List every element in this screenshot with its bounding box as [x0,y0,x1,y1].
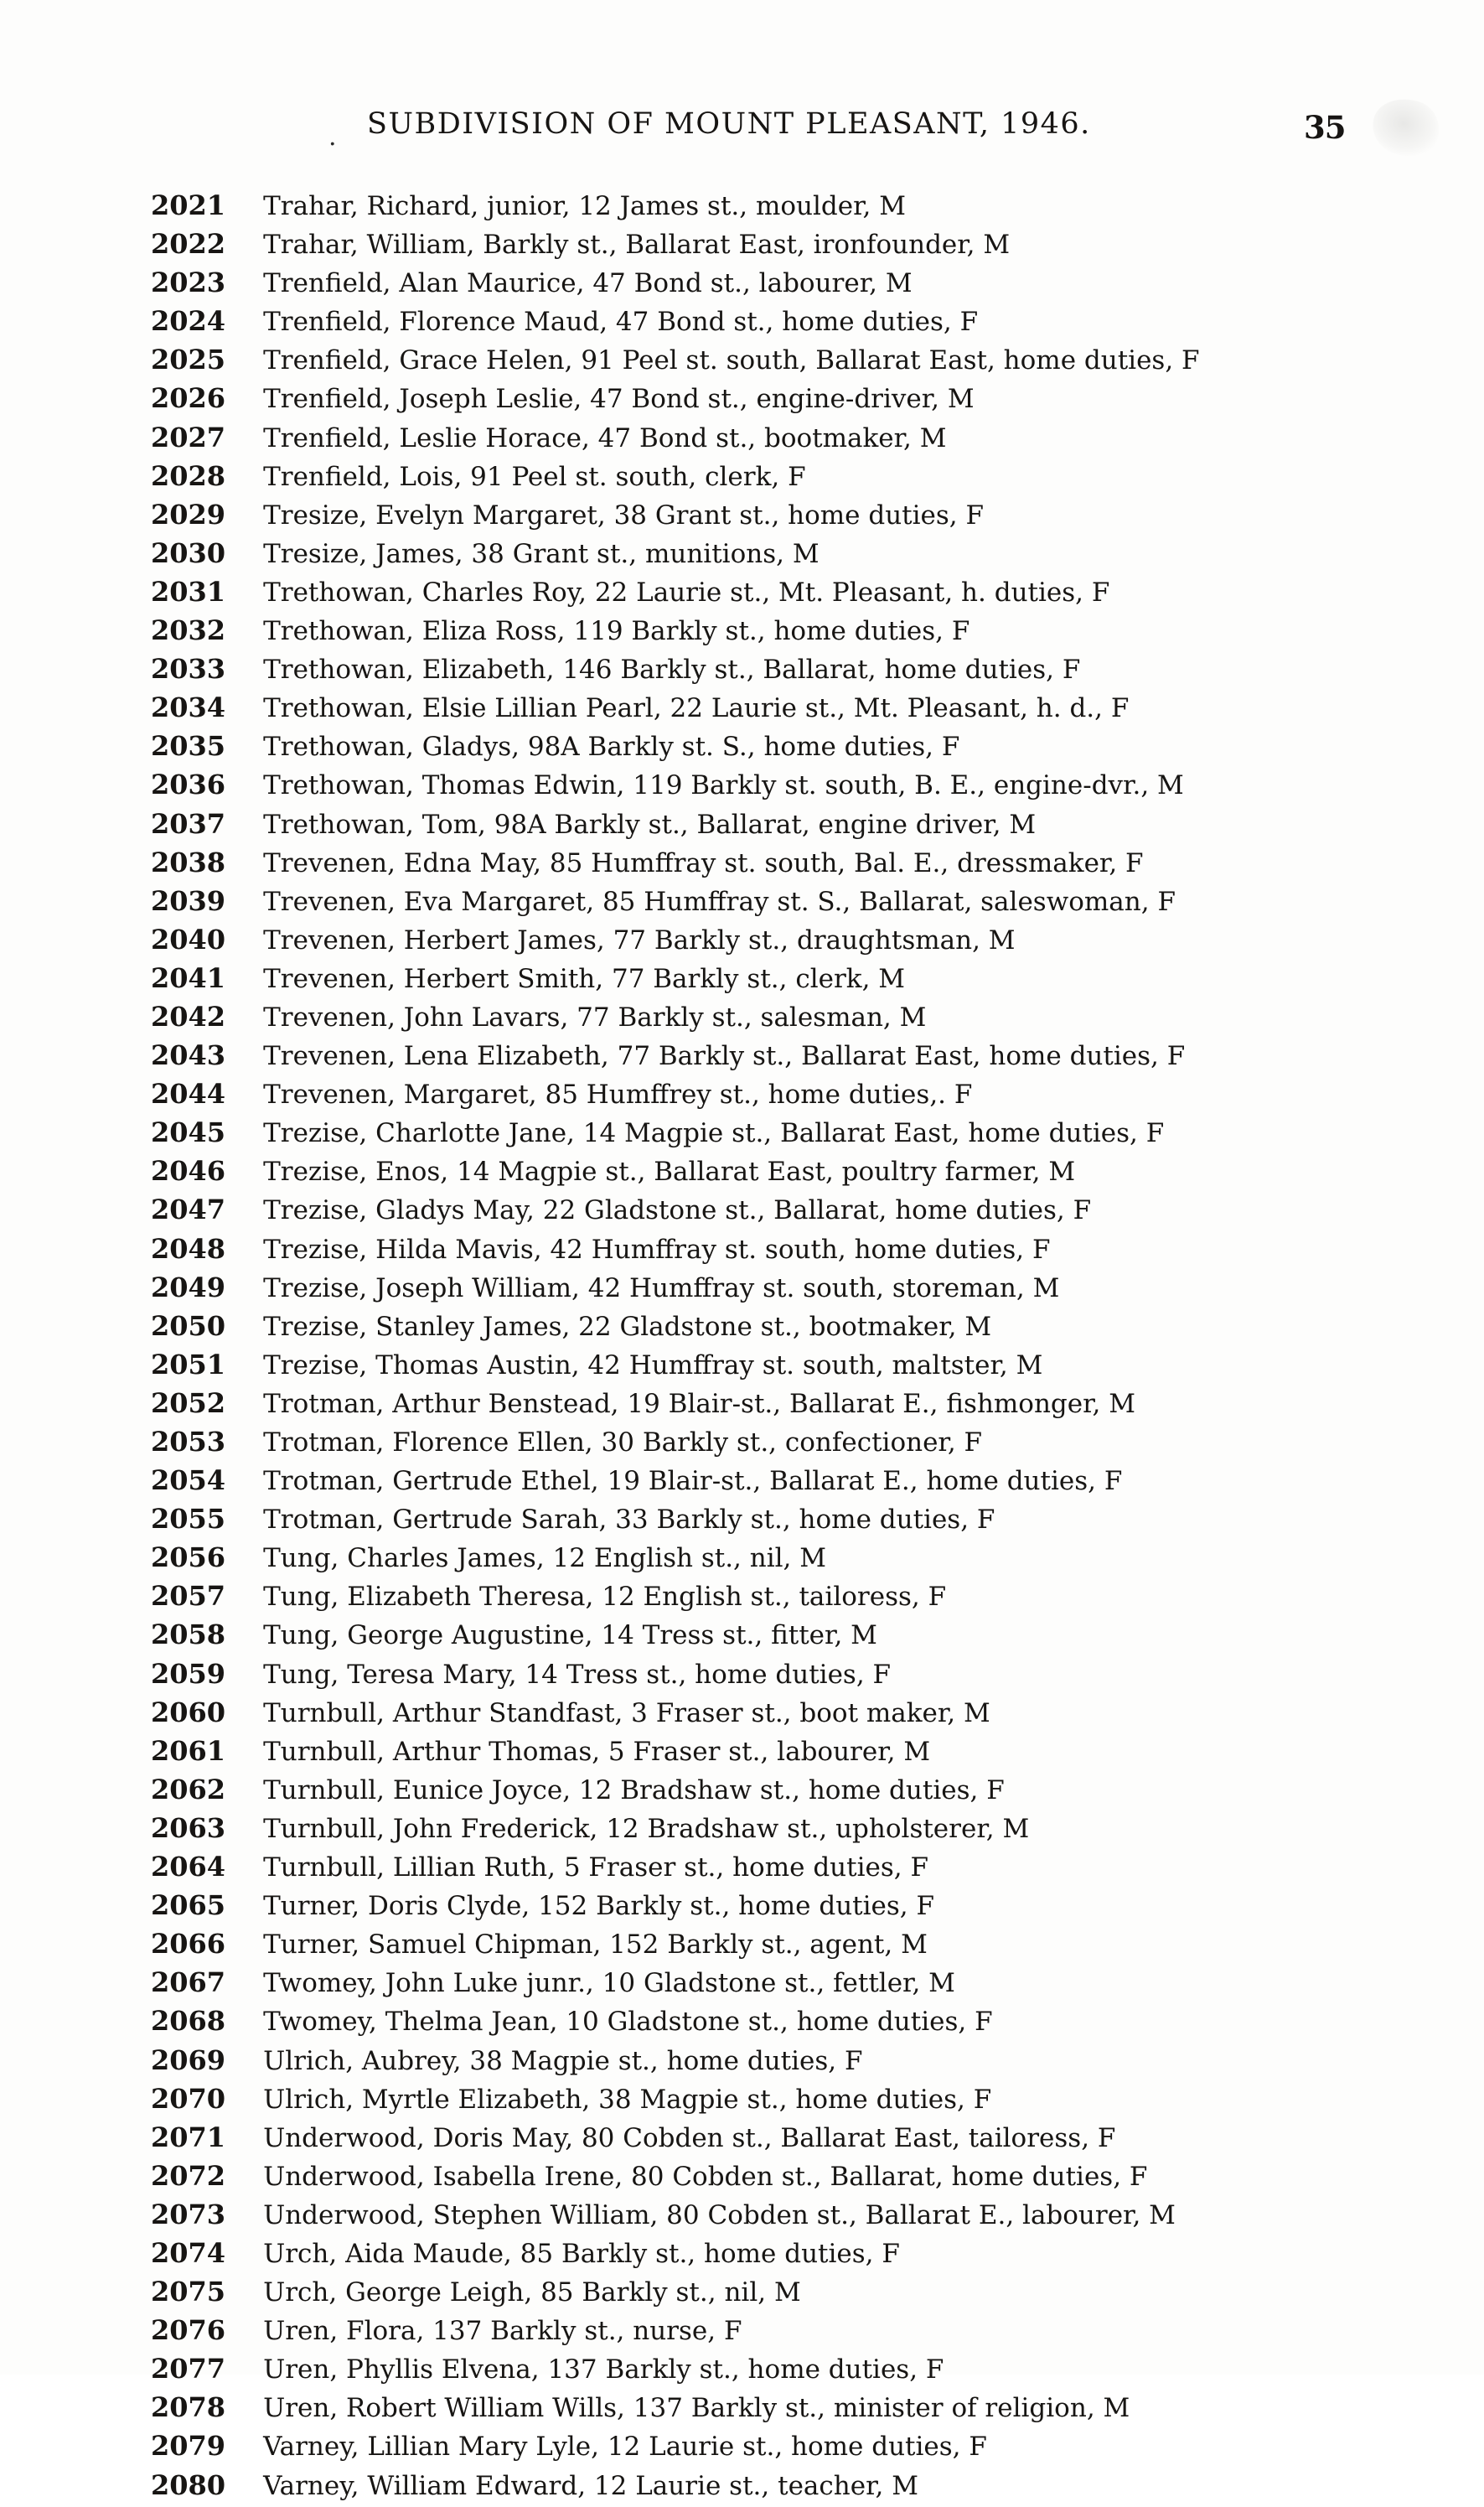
entry-row [151,1618,1425,1656]
entry-text: Trotman, Florence Ellen, 30 Barkly st., confectioner, F [263,1427,983,1458]
entry-row [151,1888,1425,1927]
entry-text: Trenfield, Leslie Horace, 47 Bond st., bootmaker, M [263,422,947,453]
entry-row [151,1348,1425,1386]
entry-number: 2073 [151,2198,226,2230]
entry-text: Trethowan, Elsie Lillian Pearl, 22 Laurie st., Mt. Pleasant, h. d., F [263,693,1130,724]
entry-number: 2048 [151,1232,226,1265]
entry-text: Turnbull, Arthur Standfast, 3 Fraser st., boot maker, M [263,1697,990,1728]
entry-text: Trevenen, Edna May, 85 Humffray st. south, Bal. E., dressmaker, F [263,847,1144,878]
entry-row [151,266,1425,304]
entry-text: Tresize, Evelyn Margaret, 38 Grant st., home duties, F [263,500,985,531]
entry-row [151,1193,1425,1231]
entry-text: Underwood, Doris May, 80 Cobden st., Ballarat East, tailoress, F [263,2122,1116,2153]
entry-number: 2045 [151,1116,226,1149]
entry-row [151,807,1425,846]
entry-number: 2077 [151,2353,226,2385]
entry-number: 2076 [151,2314,226,2347]
entry-row [151,498,1425,536]
entry-number: 2025 [151,344,226,376]
entry-row [151,1502,1425,1541]
entry-row [151,1657,1425,1696]
entry-text: Trotman, Arthur Benstead, 19 Blair-st., Ballarat E., fishmonger, M [263,1388,1135,1419]
entry-number: 2046 [151,1155,226,1188]
entry-text: Trotman, Gertrude Ethel, 19 Blair-st., Ballarat E., home duties, F [263,1466,1123,1497]
entry-number: 2058 [151,1619,226,1651]
entry-text: Trezise, Charlotte Jane, 14 Magpie st., Ballarat East, home duties, F [263,1118,1165,1149]
entry-text: Trethowan, Eliza Ross, 119 Barkly st., home duties, F [263,616,970,647]
entry-number: 2041 [151,961,226,994]
entry-row [151,381,1425,420]
entry-number: 2078 [151,2391,226,2424]
entry-number: 2036 [151,769,226,801]
entry-text: Trezise, Joseph William, 42 Humffray st. south, storeman, M [263,1272,1060,1303]
entry-number: 2047 [151,1194,226,1226]
entry-number: 2022 [151,228,226,261]
entry-row [151,2159,1425,2198]
entry-number: 2066 [151,1928,226,1961]
entry-number: 2042 [151,1000,226,1033]
entry-text: Tung, Teresa Mary, 14 Tress st., home duties, F [263,1659,892,1690]
entry-number: 2026 [151,382,226,415]
entry-number: 2056 [151,1541,226,1574]
entry-number: 2052 [151,1386,226,1419]
entry-text: Trethowan, Elizabeth, 146 Barkly st., Ballarat, home duties, F [263,655,1081,686]
entry-row [151,846,1425,884]
stray-period-mark: . [328,122,337,152]
entry-number: 2069 [151,2043,226,2076]
entry-row [151,1116,1425,1154]
entry-row [151,1271,1425,1309]
entry-number: 2061 [151,1734,226,1767]
entry-text: Trenfield, Grace Helen, 91 Peel st. south, Ballarat East, home duties, F [263,345,1200,376]
entry-row [151,1927,1425,1966]
entry-text: Trahar, William, Barkly st., Ballarat East, ironfounder, M [263,230,1011,261]
entry-row [151,1696,1425,1734]
entry-number: 2024 [151,305,226,338]
entry-row [151,1541,1425,1579]
entry-number: 2023 [151,267,226,299]
entry-number: 2067 [151,1966,226,1999]
entry-row [151,1232,1425,1271]
entry-row [151,2468,1425,2507]
entry-text: Turnbull, Lillian Ruth, 5 Fraser st., home duties, F [263,1852,928,1883]
entry-text: Tung, Elizabeth Theresa, 12 English st., tailoress, F [263,1582,947,1613]
entry-row [151,2390,1425,2429]
entry-number: 2059 [151,1657,226,1690]
entry-row [151,536,1425,575]
entry-row [151,1773,1425,1811]
entry-row [151,652,1425,691]
entry-number: 2039 [151,884,226,917]
entry-number: 2055 [151,1503,226,1536]
entry-text: Trevenen, Eva Margaret, 85 Humffray st. S., Ballarat, saleswoman, F [263,886,1176,917]
entry-row [151,304,1425,343]
entry-text: Trenfield, Joseph Leslie, 47 Bond st., engine-driver, M [263,384,975,415]
entry-text: Trenfield, Florence Maud, 47 Bond st., home duties, F [263,307,979,338]
entry-text: Turner, Samuel Chipman, 152 Barkly st., agent, M [263,1929,928,1961]
entry-row [151,1425,1425,1463]
entry-row [151,961,1425,1000]
entry-number: 2068 [151,2005,226,2038]
entry-number: 2040 [151,923,226,956]
entry-number: 2079 [151,2430,226,2463]
entry-text: Uren, Flora, 137 Barkly st., nurse, F [263,2316,742,2347]
entry-text: Varney, Lillian Mary Lyle, 12 Laurie st., home duties, F [263,2432,987,2463]
entry-text: Urch, Aida Maude, 85 Barkly st., home duties, F [263,2238,900,2269]
entry-number: 2053 [151,1426,226,1458]
entry-list [151,189,1425,2507]
entry-row [151,2004,1425,2043]
entry-text: Trethowan, Charles Roy, 22 Laurie st., Mt. Pleasant, h. duties, F [263,577,1110,608]
entry-text: Twomey, Thelma Jean, 10 Gladstone st., home duties, F [263,2007,993,2038]
entry-row [151,2275,1425,2313]
entry-row [151,2352,1425,2390]
entry-text: Turner, Doris Clyde, 152 Barkly st., home duties, F [263,1891,935,1922]
entry-number: 2063 [151,1811,226,1844]
entry-text: Trezise, Thomas Austin, 42 Humffray st. south, maltster, M [263,1349,1043,1380]
entry-row [151,614,1425,652]
entry-text: Trevenen, John Lavars, 77 Barkly st., salesman, M [263,1002,927,1033]
entry-row [151,691,1425,729]
entry-text: Trevenen, Herbert Smith, 77 Barkly st., clerk, M [263,963,906,994]
entry-row [151,2236,1425,2275]
entry-number: 2070 [151,2082,226,2115]
entry-text: Trenfield, Alan Maurice, 47 Bond st., labourer, M [263,268,913,299]
entry-number: 2080 [151,2468,226,2501]
entry-text: Twomey, John Luke junr., 10 Gladstone st., fettler, M [263,1968,955,1999]
entry-row [151,1463,1425,1502]
entry-text: Turnbull, John Frederick, 12 Bradshaw st., upholsterer, M [263,1813,1030,1844]
entry-row [151,923,1425,961]
entry-row [151,1386,1425,1425]
entry-row [151,1734,1425,1773]
entry-number: 2064 [151,1851,226,1883]
entry-text: Trezise, Enos, 14 Magpie st., Ballarat East, poultry farmer, M [263,1157,1076,1188]
entry-row [151,2121,1425,2159]
entry-number: 2050 [151,1309,226,1342]
entry-number: 2035 [151,730,226,763]
entry-row [151,343,1425,381]
entry-text: Trethowan, Gladys, 98A Barkly st. S., home duties, F [263,732,960,763]
entry-number: 2037 [151,807,226,840]
entry-number: 2054 [151,1464,226,1497]
entry-text: Varney, William Edward, 12 Laurie st., teacher, M [263,2470,918,2501]
entry-row [151,575,1425,614]
entry-text: Trotman, Gertrude Sarah, 33 Barkly st., home duties, F [263,1505,995,1536]
entry-number: 2051 [151,1348,226,1380]
page-number: 35 [1304,109,1346,146]
entry-number: 2021 [151,189,226,221]
entry-number: 2057 [151,1580,226,1613]
entry-row [151,1000,1425,1039]
entry-number: 2071 [151,2121,226,2153]
entry-row [151,729,1425,768]
entry-number: 2031 [151,575,226,608]
entry-text: Trethowan, Tom, 98A Barkly st., Ballarat, engine driver, M [263,809,1037,840]
entry-row [151,2313,1425,2352]
entry-text: Trevenen, Herbert James, 77 Barkly st., draughtsman, M [263,925,1016,956]
entry-number: 2033 [151,653,226,686]
entry-text: Tung, George Augustine, 14 Tress st., fitter, M [263,1620,877,1651]
entry-row [151,1850,1425,1888]
entry-text: Tresize, James, 38 Grant st., munitions, M [263,538,820,569]
entry-number: 2049 [151,1271,226,1303]
entry-row [151,227,1425,266]
entry-row [151,2043,1425,2082]
entry-row [151,1154,1425,1193]
entry-text: Uren, Phyllis Elvena, 137 Barkly st., home duties, F [263,2354,944,2385]
entry-number: 2028 [151,459,226,492]
entry-text: Urch, George Leigh, 85 Barkly st., nil, M [263,2277,801,2308]
entry-text: Ulrich, Myrtle Elizabeth, 38 Magpie st., home duties, F [263,2084,992,2115]
entry-text: Ulrich, Aubrey, 38 Magpie st., home duties, F [263,2045,863,2076]
entry-number: 2032 [151,614,226,647]
entry-number: 2029 [151,498,226,531]
entry-text: Trevenen, Margaret, 85 Humffrey st., home duties,. F [263,1080,973,1111]
entry-text: Trezise, Hilda Mavis, 42 Humffray st. south, home duties, F [263,1234,1051,1265]
entry-text: Trenfield, Lois, 91 Peel st. south, clerk, F [263,461,806,492]
entry-row [151,2198,1425,2236]
entry-number: 2075 [151,2276,226,2308]
entry-row [151,421,1425,459]
entry-number: 2072 [151,2159,226,2192]
entry-text: Turnbull, Eunice Joyce, 12 Bradshaw st., home duties, F [263,1774,1005,1805]
entry-text: Tung, Charles James, 12 English st., nil, M [263,1543,826,1574]
entry-text: Underwood, Stephen William, 80 Cobden st., Ballarat E., labourer, M [263,2199,1176,2230]
entry-number: 2030 [151,536,226,569]
entry-text: Uren, Robert William Wills, 137 Barkly st., minister of religion, M [263,2393,1130,2424]
entry-row [151,1039,1425,1077]
entry-number: 2062 [151,1773,226,1805]
entry-row [151,1811,1425,1850]
entry-row [151,1579,1425,1618]
entry-number: 2074 [151,2236,226,2269]
entry-row [151,1309,1425,1348]
entry-text: Trezise, Stanley James, 22 Gladstone st., bootmaker, M [263,1311,992,1342]
entry-row [151,884,1425,923]
entry-row [151,1966,1425,2004]
page-title: SUBDIVISION OF MOUNT PLEASANT, 1946. [367,107,1091,141]
entry-number: 2044 [151,1078,226,1111]
entry-number: 2043 [151,1039,226,1072]
entry-number: 2038 [151,846,226,878]
entry-text: Trahar, Richard, junior, 12 James st., moulder, M [263,191,906,221]
entry-row [151,768,1425,806]
entry-number: 2060 [151,1696,226,1728]
entry-text: Underwood, Isabella Irene, 80 Cobden st., Ballarat, home duties, F [263,2161,1148,2192]
entry-row [151,459,1425,498]
entry-number: 2065 [151,1889,226,1922]
entry-number: 2027 [151,421,226,453]
entry-text: Turnbull, Arthur Thomas, 5 Fraser st., labourer, M [263,1736,931,1767]
entry-row [151,189,1425,227]
entry-number: 2034 [151,691,226,724]
entry-row [151,1077,1425,1116]
scan-smudge-mark [1365,90,1446,164]
entry-text: Trezise, Gladys May, 22 Gladstone st., Ballarat, home duties, F [263,1195,1092,1226]
entry-text: Trevenen, Lena Elizabeth, 77 Barkly st., Ballarat East, home duties, F [263,1041,1186,1072]
entry-text: Trethowan, Thomas Edwin, 119 Barkly st. south, B. E., engine-dvr., M [263,770,1184,801]
entry-row [151,2082,1425,2121]
entry-row [151,2429,1425,2468]
